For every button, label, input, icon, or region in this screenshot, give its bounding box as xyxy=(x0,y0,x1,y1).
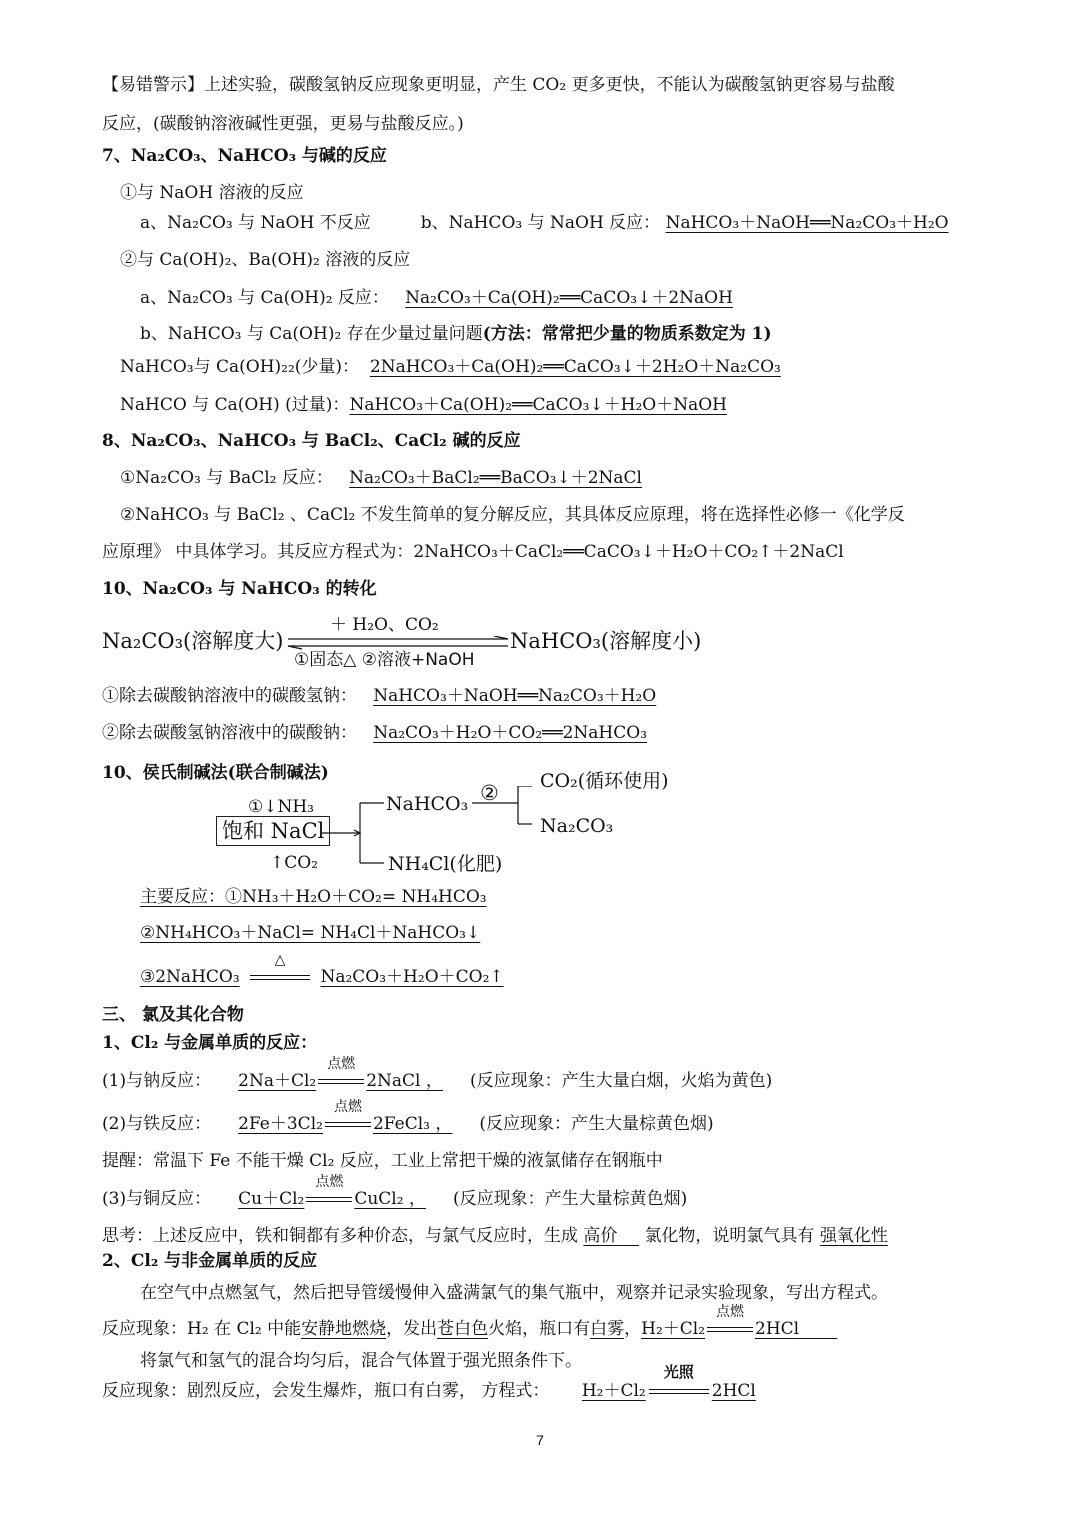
sub-8-3: 应原理》 中具体学习。其反应方程式为：2NaHCO₃＋CaCl₂══CaCO₃↓＋H₂O＋CO₂↑＋2NaCl xyxy=(102,542,844,562)
conversion-left: Na₂CO₃(溶解度大) xyxy=(102,629,284,653)
page-number: 7 xyxy=(536,1432,544,1448)
hou-nahco3: NaHCO₃ xyxy=(386,793,469,815)
nonmetal-light-observation: 反应现象：剧烈反应，会发生爆炸，瓶口有白雾， 方程式： H₂＋Cl₂ 光照 2HCl xyxy=(102,1363,756,1401)
equation: NaHCO₃＋NaOH══Na₂CO₃＋H₂O xyxy=(665,213,949,233)
nonmetal-light-intro: 将氯气和氢气的混合均匀后，混合气体置于强光照条件下。 xyxy=(140,1351,582,1371)
think-line: 思考：上述反应中，铁和铜都有多种价态，与氯气反应时，生成 高价 氯化物，说明氯气具有 强氧化性 xyxy=(102,1226,888,1246)
fill-in-answer: 高价 xyxy=(583,1226,618,1246)
nonmetal-intro: 在空气中点燃氢气，然后把导管缓慢伸入盛满氯气的集气瓶中，观察并记录实验现象，写出方程式。 xyxy=(140,1283,888,1303)
hou-step-2: ② xyxy=(480,781,499,805)
hou-saturated-nacl: 饱和 NaCl xyxy=(216,820,330,842)
warning-line-2: 反应，(碳酸钠溶液碱性更强，更易与盐酸反应。) xyxy=(102,114,464,134)
sub-8-1: ①Na₂CO₃ 与 BaCl₂ 反应： Na₂CO₃＋BaCl₂══BaCO₃↓＋2NaCl xyxy=(120,468,642,488)
warning-line-1: 【易错警示】上述实验，碳酸氢钠反应现象更明显，产生 CO₂ 更多更快，不能认为碳酸氢钠更容易与盐酸 xyxy=(102,75,895,95)
sub-7-2b: b、NaHCO₃ 与 Ca(OH)₂ 存在少量过量问题(方法：常常把少量的物质系数定为 1) xyxy=(140,324,772,344)
heading-8: 8、Na₂CO₃、NaHCO₃ 与 BaCl₂、CaCl₂ 碱的反应 xyxy=(102,431,521,451)
heading-10b: 10、侯氏制碱法(联合制碱法) xyxy=(102,763,329,783)
sub-7-2c: NaHCO₃与 Ca(OH)₂₂(少量)： 2NaHCO₃＋Ca(OH)₂══CaCO₃↓＋2H₂O＋Na₂CO₃ xyxy=(120,357,781,377)
sub-7-2: ②与 Ca(OH)₂、Ba(OH)₂ 溶液的反应 xyxy=(120,250,411,270)
purify-1: ①除去碳酸钠溶液中的碳酸氢钠： NaHCO₃＋NaOH══Na₂CO₃＋H₂O xyxy=(102,686,657,706)
heading-3-2: 2、Cl₂ 与非金属单质的反应 xyxy=(102,1251,318,1271)
tip-line: 提醒：常温下 Fe 不能干燥 Cl₂ 反应，工业上常把干燥的液氯储存在钢瓶中 xyxy=(102,1151,663,1171)
equation: Na₂CO₃＋BaCl₂══BaCO₃↓＋2NaCl xyxy=(349,468,642,488)
heading-section-3: 三、 氯及其化合物 xyxy=(102,1005,244,1025)
hou-nh4cl: NH₄Cl(化肥) xyxy=(388,853,503,875)
main-reaction-1: 主要反应：①NH₃＋H₂O＋CO₂= NH₄HCO₃ xyxy=(140,887,487,907)
metal-reaction-3: (3)与铜反应： Cu＋Cl₂ 点燃 CuCl₂ ， (反应现象：产生大量棕黄色烟) xyxy=(102,1174,688,1209)
fill-in-answer: 强氧化性 xyxy=(819,1226,888,1246)
hou-co2-recycle: CO₂(循环使用) xyxy=(540,770,669,792)
sub-7-1-line: a、Na₂CO₃ 与 NaOH 不反应 b、NaHCO₃ 与 NaOH 反应： NaHCO₃＋NaOH══Na₂CO₃＋H₂O xyxy=(140,213,949,233)
nonmetal-observation: 反应现象：H₂ 在 Cl₂ 中能安静地燃烧，发出苍白色火焰，瓶口有白雾，H₂＋Cl₂ 点燃 2HCl xyxy=(102,1304,800,1339)
equation: NaHCO₃＋Ca(OH)₂══CaCO₃↓＋H₂O＋NaOH xyxy=(349,395,727,415)
conversion-top-condition: ＋ H₂O、CO₂ xyxy=(330,615,439,635)
metal-reaction-1: (1)与钠反应： 2Na＋Cl₂ 点燃 2NaCl ， (反应现象：产生大量白烟，火焰为黄色) xyxy=(102,1056,773,1091)
main-reaction-2: ②NH₄HCO₃＋NaCl= NH₄Cl＋NaHCO₃↓ xyxy=(140,923,481,943)
conversion-arrows xyxy=(286,636,510,650)
equation: Na₂CO₃＋Ca(OH)₂══CaCO₃↓＋2NaOH xyxy=(405,288,733,308)
conversion-right: NaHCO₃(溶解度小) xyxy=(510,629,702,653)
sub-7-2a: a、Na₂CO₃ 与 Ca(OH)₂ 反应： Na₂CO₃＋Ca(OH)₂══CaCO₃↓＋2NaOH xyxy=(140,288,733,308)
hou-co2: ↑CO₂ xyxy=(270,853,319,873)
heading-3-1: 1、Cl₂ 与金属单质的反应： xyxy=(102,1033,318,1053)
equation: 2NaHCO₃＋Ca(OH)₂══CaCO₃↓＋2H₂O＋Na₂CO₃ xyxy=(369,357,781,377)
sub-7-1: ①与 NaOH 溶液的反应 xyxy=(120,183,304,203)
sub-8-2: ②NaHCO₃ 与 BaCl₂ 、CaCl₂ 不发生简单的复分解反应，其具体反应原理，将在选择性必修一《化学反 xyxy=(120,505,905,525)
hou-nh3: ①↓NH₃ xyxy=(248,797,314,817)
heading-10a: 10、Na₂CO₃ 与 NaHCO₃ 的转化 xyxy=(102,579,377,599)
equation: Na₂CO₃＋H₂O＋CO₂══2NaHCO₃ xyxy=(373,723,648,743)
hou-na2co3: Na₂CO₃ xyxy=(540,815,614,837)
main-reaction-3: ③2NaHCO₃ △ Na₂CO₃＋H₂O＋CO₂↑ xyxy=(140,952,504,987)
conversion-bottom-condition: ①固态△ ②溶液+NaOH xyxy=(294,650,475,670)
equation: NaHCO₃＋NaOH══Na₂CO₃＋H₂O xyxy=(373,686,657,706)
metal-reaction-2: (2)与铁反应： 2Fe＋3Cl₂ 点燃 2FeCl₃ ， (反应现象：产生大量棕黄色烟) xyxy=(102,1099,714,1134)
purify-2: ②除去碳酸氢钠溶液中的碳酸钠： Na₂CO₃＋H₂O＋CO₂══2NaHCO₃ xyxy=(102,723,648,743)
sub-7-2d: NaHCO 与 Ca(OH) (过量)：NaHCO₃＋Ca(OH)₂══CaCO₃↓＋H₂O＋NaOH xyxy=(120,395,727,415)
heading-7: 7、Na₂CO₃、NaHCO₃ 与碱的反应 xyxy=(102,146,387,166)
